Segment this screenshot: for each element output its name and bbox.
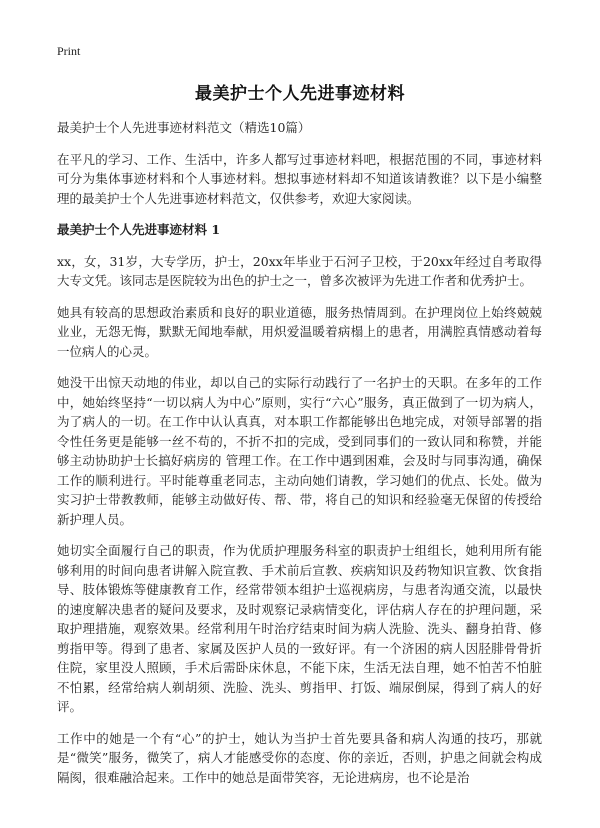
paragraph: 她切实全面履行自己的职责，作为优质护理服务科室的职责护士组组长，她利用所有能够利用的时间向患者讲解入院宣教、手术前后宣教、疾病知识及药物知识宣教、饮食指导、肢体锻炼等健康教育工作，经常带领本组护士巡视病房，与患者沟通交流，以最快的速度解决患者的疑问及要求，及时观察记录病情变化，评估病人存在的护理问题，采取护理措施，观察效果。经常利用午时治疗结束时间为病人洗脸、洗头、翻身拍背、修剪指甲等。得到了患者、家属及医护人员的一致好评。有一个济困的病人因胫腓骨骨折住院，家里没人照顾，手术后需卧床休息，不能下床，生活无法自理，她不怕苦不怕脏不怕累，经常给病人剃胡须、洗脸、洗头、剪指甲、打饭、端尿倒屎，得到了病人的好评。: [57, 543, 542, 714]
paragraph: xx，女，31岁，大专学历，护士，20xx年毕业于石河子卫校，于20xx年经过自考取得大专文凭。该同志是医院较为出色的护士之一，曾多次被评为先进工作者和优秀护士。: [57, 253, 542, 288]
section-heading: 最美护士个人先进事迹材料 1: [57, 222, 221, 237]
paragraph: 工作中的她是一个有“心”的护士，她认为当护士首先要具备和病人沟通的技巧，那就是“微笑”服务，微笑了，病人才能感受你的态度、你的亲近，否则，护患之间就会构成隔阂，很难融洽起来。工作中的她总是面带笑容，无论进病房，也不论是治: [57, 730, 542, 785]
print-link[interactable]: Print: [57, 44, 81, 58]
article-body: [57, 118, 542, 799]
article-subtitle: 最美护士个人先进事迹材料范文（精选10篇）: [57, 120, 311, 135]
intro-paragraph: 在平凡的学习、工作、生活中，许多人都写过事迹材料吧，根据范围的不同，事迹材料可分为集体事迹材料和个人事迹材料。想拟事迹材料却不知道该请教谁？以下是小编整理的最美护士个人先进事迹材料范文，仅供参考，欢迎大家阅读。: [57, 151, 542, 206]
page-title: 最美护士个人先进事迹材料: [195, 84, 405, 104]
paragraph: 她具有较高的思想政治素质和良好的职业道德，服务热情周到。在护理岗位上始终兢兢业业，无怨无悔，默默无闻地奉献，用炽爱温暖着病榻上的患者，用满腔真情感动着每一位病人的心灵。: [57, 304, 542, 359]
paragraph: 她没干出惊天动地的伟业，却以自己的实际行动践行了一名护士的天职。在多年的工作中，她始终坚持“一切以病人为中心”原则，实行“六心”服务，真正做到了一切为病人，为了病人的一切。在工作中认认真真，对本职工作都能够出色地完成，对领导部署的指令性任务更是能够一丝不苟的，不折不扣的完成，受到同事们的一致认同和称赞，并能够主动协助护士长搞好病房的 管理工作。在工作中遇到困难，会及时与同事沟通，确保工作的顺利进行。平时能尊重老同志，主动向她们请教，学习她们的优点、长处。做为实习护士带教教师，能够主动做好传、帮、带，将自己的知识和经验毫无保留的传授给新护理人员。: [57, 375, 542, 527]
